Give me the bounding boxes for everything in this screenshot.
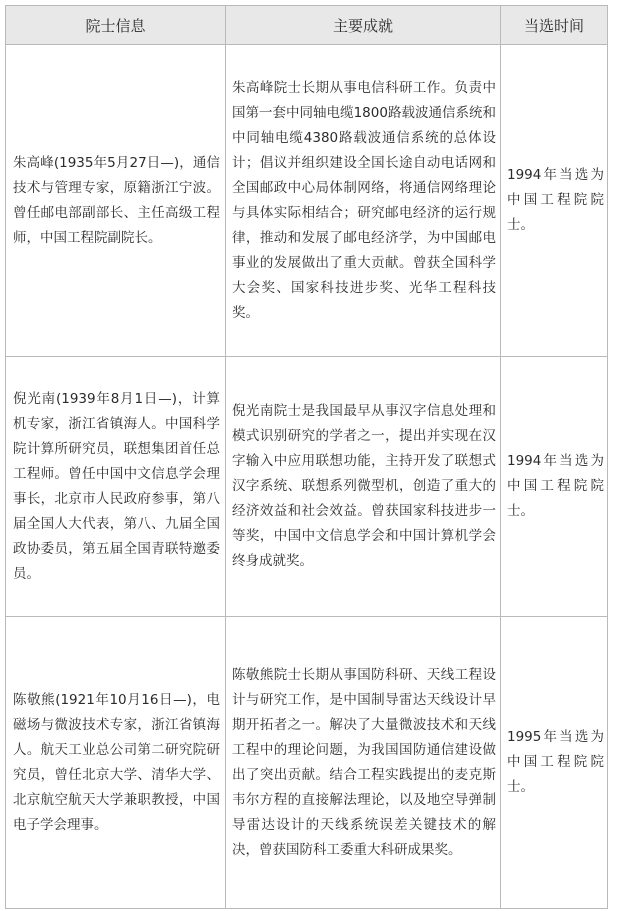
cell-achievement: 朱高峰院士长期从事电信科研工作。负责中国第一套中同轴电缆1800路载波通信系统和中同轴电缆4380路载波通信系统的总体设计；倡议并组织建设全国长途自动电话网和全国邮政中心局体制网络，将通信网络理论与具体实际相结合；研究邮电经济的运行规律，推动和发展了邮电经济学，为中国邮电事业的发展做出了重大贡献。曾获全国科学大会奖、国家科技进步奖、光华工程科技奖。 bbox=[226, 45, 501, 357]
table-row bbox=[6, 357, 608, 617]
cell-time: 1994年当选为中国工程院院士。 bbox=[501, 45, 608, 357]
cell-time: 1994年当选为中国工程院院士。 bbox=[501, 357, 608, 617]
academician-table-container bbox=[5, 5, 607, 909]
header-time: 当选时间 bbox=[501, 6, 608, 45]
cell-time: 1995年当选为中国工程院院士。 bbox=[501, 617, 608, 909]
academician-table bbox=[5, 5, 608, 909]
header-info: 院士信息 bbox=[6, 6, 226, 45]
cell-info: 倪光南(1939年8月1日—)，计算机专家，浙江省镇海人。中国科学院计算所研究员，联想集团首任总工程师。曾任中国中文信息学会理事长，北京市人民政府参事，第八届全国人大代表，第八、九届全国政协委员，第五届全国青联特邀委员。 bbox=[6, 357, 226, 617]
cell-achievement: 倪光南院士是我国最早从事汉字信息处理和模式识别研究的学者之一，提出并实现在汉字输入中应用联想功能，主持开发了联想式汉字系统、联想系列微型机，创造了重大的经济效益和社会效益。曾获国家科技进步一等奖，中国中文信息学会和中国计算机学会终身成就奖。 bbox=[226, 357, 501, 617]
cell-info: 陈敬熊(1921年10月16日—)，电磁场与微波技术专家，浙江省镇海人。航天工业总公司第二研究院研究员，曾任北京大学、清华大学、北京航空航天大学兼职教授，中国电子学会理事。 bbox=[6, 617, 226, 909]
table-row bbox=[6, 45, 608, 357]
cell-info: 朱高峰(1935年5月27日—)，通信技术与管理专家，原籍浙江宁波。曾任邮电部副部长、主任高级工程师，中国工程院副院长。 bbox=[6, 45, 226, 357]
table-header-row bbox=[6, 6, 608, 45]
table-row bbox=[6, 617, 608, 909]
header-achievement: 主要成就 bbox=[226, 6, 501, 45]
cell-achievement: 陈敬熊院士长期从事国防科研、天线工程设计与研究工作，是中国制导雷达天线设计早期开拓者之一。解决了大量微波技术和天线工程中的理论问题，为我国国防通信建设做出了突出贡献。结合工程实践提出的麦克斯韦尔方程的直接解法理论，以及地空导弹制导雷达设计的天线系统误差关键技术的解决，曾获国防科工委重大科研成果奖。 bbox=[226, 617, 501, 909]
